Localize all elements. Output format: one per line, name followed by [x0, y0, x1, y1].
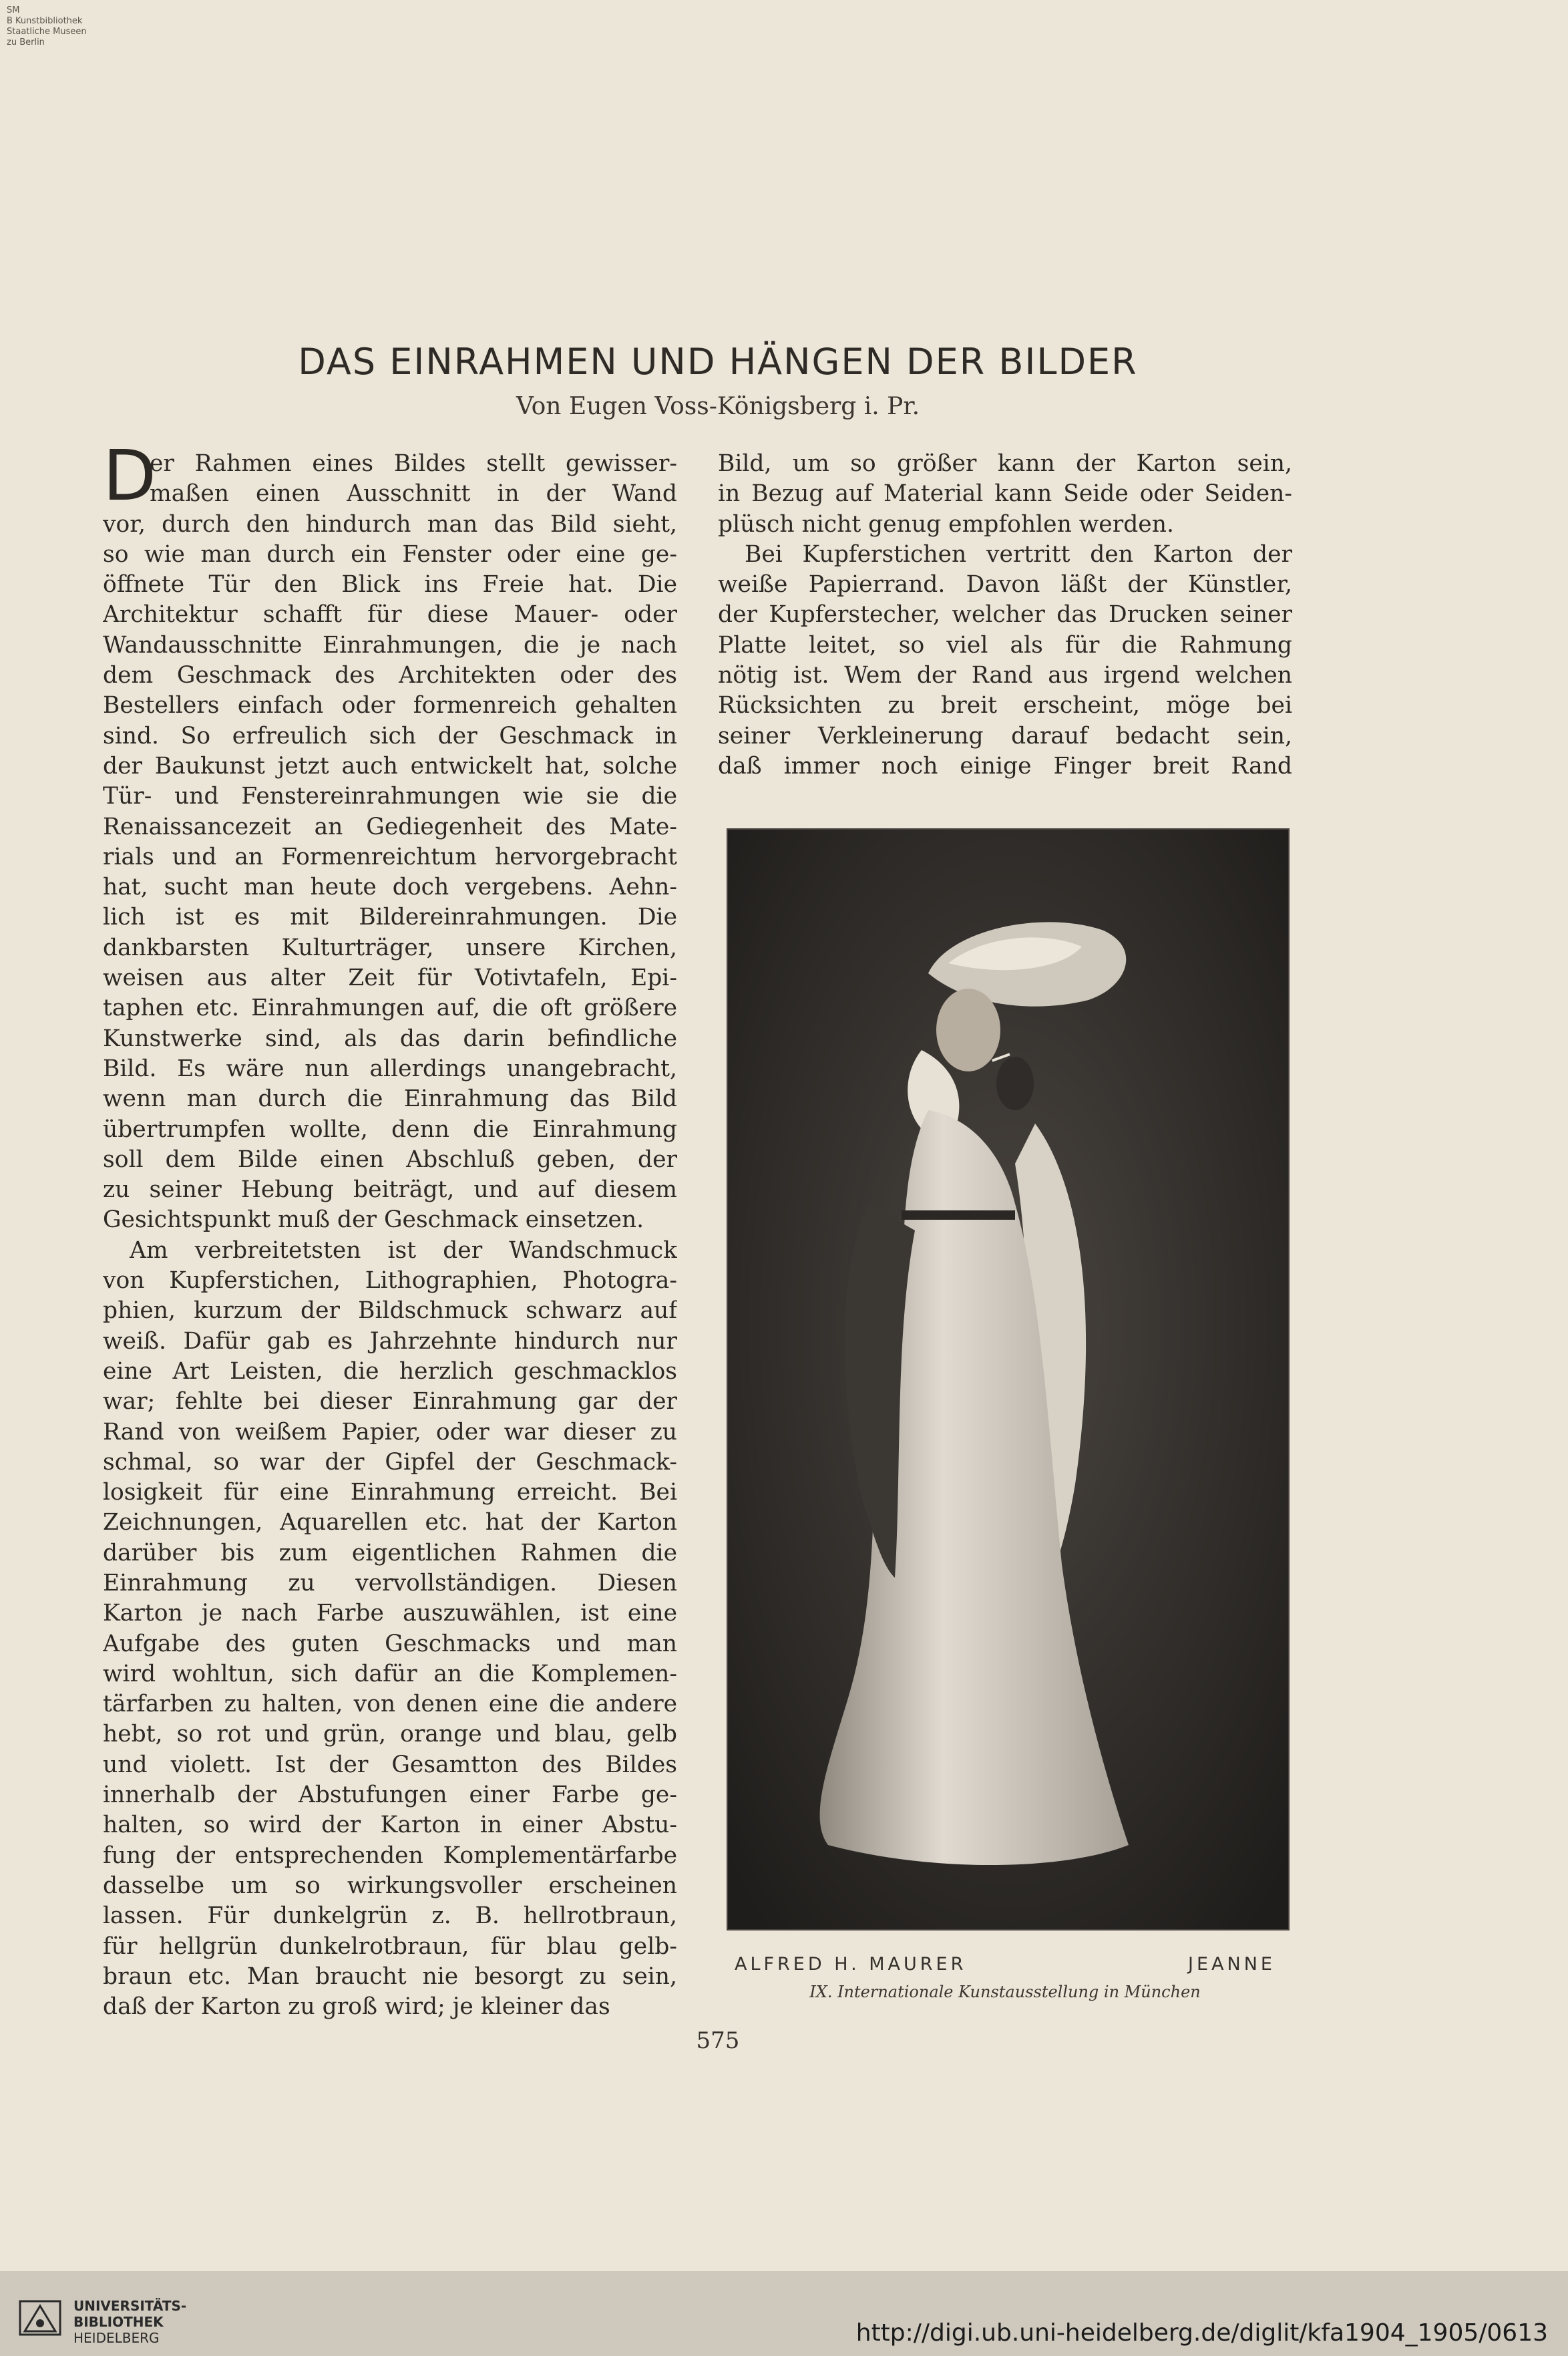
- text-line: Einrahmung zu vervollständigen. Diesen: [103, 1569, 677, 1596]
- stamp-line: B Kunstbibliothek: [7, 16, 83, 26]
- text-line: übertrumpfen wollte, denn die Einrahmung: [103, 1116, 677, 1143]
- text-line: seiner Verkleinerung darauf bedacht sein,: [718, 722, 1292, 749]
- article-byline: Von Eugen Voss-Königsberg i. Pr.: [516, 393, 920, 420]
- text-line: Am verbreitetsten ist der Wandschmuck: [130, 1236, 677, 1264]
- text-line: Aufgabe des guten Geschmacks und man: [103, 1630, 677, 1657]
- drop-cap: D: [103, 435, 157, 516]
- page-url-link[interactable]: http://digi.ub.uni-heidelberg.de/diglit/kfa1904_1905/0613: [855, 2319, 1548, 2347]
- text-line: dankbarsten Kulturträger, unsere Kirchen,: [103, 934, 677, 961]
- text-line: zu seiner Hebung beiträgt, und auf diesem: [103, 1176, 677, 1204]
- text-line: losigkeit für eine Einrahmung erreicht. Bei: [103, 1479, 677, 1506]
- text-line: Bild, um so größer kann der Karton sein,: [718, 450, 1292, 477]
- text-line: für hellgrün dunkelrotbraun, für blau gelb-: [103, 1932, 677, 1960]
- text-line: halten, so wird der Karton in einer Abstu-: [103, 1812, 677, 1839]
- text-line: Tür- und Fenstereinrahmungen wie sie die: [103, 783, 677, 810]
- text-line: plüsch nicht genug empfohlen werden.: [718, 510, 1174, 538]
- text-line: war; fehlte bei dieser Einrahmung gar der: [103, 1388, 677, 1415]
- stamp-line: zu Berlin: [7, 37, 45, 47]
- stamp-line: Staatliche Museen: [7, 27, 87, 37]
- text-line: nötig ist. Wem der Rand aus irgend welchen: [718, 662, 1292, 689]
- text-line: der Kupferstecher, welcher das Drucken seiner: [718, 601, 1292, 629]
- text-line: Platte leitet, so viel als für die Rahmung: [718, 631, 1292, 659]
- text-line: vor, durch den hindurch man das Bild sieht,: [103, 510, 677, 538]
- text-line: phien, kurzum der Bildschmuck schwarz auf: [103, 1297, 677, 1325]
- library-logo[interactable]: [73, 2298, 186, 2346]
- text-line: so wie man durch ein Fenster oder eine ge-: [103, 540, 677, 568]
- text-line: Wandausschnitte Einrahmungen, die je nach: [103, 631, 677, 659]
- text-line: lich ist es mit Bildereinrahmungen. Die: [103, 904, 677, 931]
- text-line: fung der entsprechenden Komplementärfarbe: [103, 1842, 677, 1869]
- text-line: lassen. Für dunkelgrün z. B. hellrotbraun,: [103, 1902, 677, 1930]
- text-line: soll dem Bilde einen Abschluß geben, der: [103, 1146, 677, 1173]
- text-line: von Kupferstichen, Lithographien, Photogra-: [103, 1267, 677, 1295]
- text-line: Rand von weißem Papier, oder war dieser zu: [103, 1418, 677, 1446]
- text-line: Bei Kupferstichen vertritt den Karton der: [745, 540, 1292, 568]
- plate-title: JEANNE: [1188, 1954, 1276, 1975]
- text-line: maßen einen Ausschnitt in der Wand: [150, 480, 677, 508]
- text-line: eine Art Leisten, die herzlich geschmacklos: [103, 1357, 677, 1385]
- library-stamp: [7, 5, 154, 48]
- painting-plate: [727, 828, 1290, 1930]
- text-line: daß immer noch einige Finger breit Rand: [718, 752, 1292, 780]
- text-line: Rücksichten zu breit erscheint, möge bei: [718, 692, 1292, 719]
- text-line: und violett. Ist der Gesamtton des Bildes: [103, 1751, 677, 1778]
- text-line: Kunstwerke sind, als das darin befindliche: [103, 1025, 677, 1052]
- text-line: dem Geschmack des Architekten oder des: [103, 662, 677, 689]
- text-line: Karton je nach Farbe auszuwählen, ist eine: [103, 1600, 677, 1627]
- text-line: rials und an Formenreichtum hervorgebracht: [103, 843, 677, 870]
- page-number: 575: [696, 2027, 740, 2054]
- library-logo-line: HEIDELBERG: [73, 2330, 160, 2346]
- left-text-column: [103, 449, 677, 2022]
- right-text-column: [718, 449, 1292, 782]
- text-line: öffnete Tür den Blick ins Freie hat. Die: [103, 571, 677, 599]
- text-line: weiße Papierrand. Davon läßt der Künstler,: [718, 571, 1292, 599]
- text-line: braun etc. Man braucht nie besorgt zu sein,: [103, 1963, 677, 1990]
- article-title: DAS EINRAHMEN UND HÄNGEN DER BILDER: [298, 341, 1138, 383]
- text-line: der Baukunst jetzt auch entwickelt hat, solche: [103, 752, 677, 780]
- library-logo-line: BIBLIOTHEK: [73, 2314, 164, 2330]
- text-line: darüber bis zum eigentlichen Rahmen die: [103, 1539, 677, 1566]
- text-line: schmal, so war der Gipfel der Geschmack-: [103, 1448, 677, 1476]
- text-line: in Bezug auf Material kann Seide oder Seiden-: [718, 480, 1292, 508]
- text-line: daß der Karton zu groß wird; je kleiner das: [103, 1993, 610, 2021]
- text-line: tärfarben zu halten, von denen eine die andere: [103, 1691, 677, 1718]
- text-line: weiß. Dafür gab es Jahrzehnte hindurch nur: [103, 1327, 677, 1355]
- text-line: Gesichtspunkt muß der Geschmack einsetzen.: [103, 1206, 644, 1234]
- text-line: wird wohltun, sich dafür an die Komplemen-: [103, 1660, 677, 1687]
- text-line: Renaissancezeit an Gediegenheit des Mate-: [103, 813, 677, 840]
- text-line: hat, sucht man heute doch vergebens. Aehn-: [103, 874, 677, 901]
- text-line: Bild. Es wäre nun allerdings unangebracht,: [103, 1055, 677, 1082]
- university-seal-icon: [17, 2298, 63, 2338]
- text-line: taphen etc. Einrahmungen auf, die oft größere: [103, 995, 677, 1022]
- painting-image: [728, 830, 1288, 1929]
- text-line: Zeichnungen, Aquarellen etc. hat der Karton: [103, 1509, 677, 1536]
- text-line: Architektur schafft für diese Mauer- oder: [103, 601, 677, 629]
- text-line: Bestellers einfach oder formenreich gehalten: [103, 692, 677, 719]
- text-line: wenn man durch die Einrahmung das Bild: [103, 1085, 677, 1113]
- stamp-line: SM: [7, 5, 20, 15]
- library-logo-line: UNIVERSITÄTS-: [73, 2298, 187, 2314]
- text-line: innerhalb der Abstufungen einer Farbe ge-: [103, 1782, 677, 1809]
- text-line: sind. So erfreulich sich der Geschmack in: [103, 722, 677, 749]
- text-line: dasselbe um so wirkungsvoller erscheinen: [103, 1872, 677, 1899]
- text-line: hebt, so rot und grün, orange und blau, gelb: [103, 1721, 677, 1748]
- plate-artist: ALFRED H. MAURER: [735, 1954, 967, 1975]
- plate-exhibition: IX. Internationale Kunstausstellung in München: [809, 1983, 1201, 2001]
- text-line: er Rahmen eines Bildes stellt gewisser-: [150, 450, 677, 477]
- text-line: weisen aus alter Zeit für Votivtafeln, Epi-: [103, 965, 677, 992]
